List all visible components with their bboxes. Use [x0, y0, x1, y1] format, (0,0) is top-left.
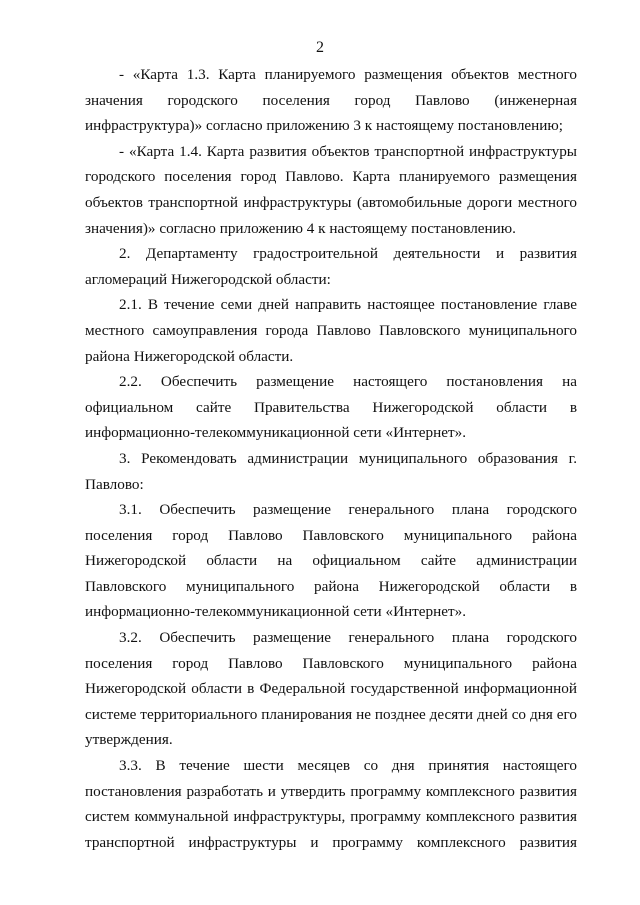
paragraph-item-3-3: 3.3. В течение шести месяцев со дня принятия настоящего постановления разработать и утвердить программу комплексного развития систем коммунальной инфраструктуры, программу комплексного развития транспортной инфраструктуры и программу комплексного развития — [85, 757, 577, 851]
paragraph-item-3: 3. Рекомендовать администрации муниципального образования г. Павлово: — [85, 449, 577, 493]
paragraph-item-3-2: 3.2. Обеспечить размещение генерального плана городского поселения город Павлово Павловского муниципального района Нижегородской области в Федеральной государственной информационной системе территориального планирования не позднее десяти дней со дня его утверждения. — [85, 629, 577, 749]
paragraph-item-2-2: 2.2. Обеспечить размещение настоящего постановления на официальном сайте Правительства Нижегородской области в информационно-телекоммуникационной сети «Интернет». — [85, 373, 577, 442]
page-number: 2 — [316, 39, 324, 56]
document-body — [85, 62, 577, 855]
paragraph-map-1-3: - «Карта 1.3. Карта планируемого размещения объектов местного значения городского поселения город Павлово (инженерная инфраструктура)» согласно приложению 3 к настоящему постановлению; — [85, 66, 577, 135]
paragraph-item-3-1: 3.1. Обеспечить размещение генерального плана городского поселения город Павлово Павловского муниципального района Нижегородской области на официальном сайте администрации Павловского муниципального района Нижегородской области в информационно-телекоммуникационной сети «Интернет». — [85, 501, 577, 621]
paragraph-item-2-1: 2.1. В течение семи дней направить настоящее постановление главе местного самоуправления города Павлово Павловского муниципального района Нижегородской области. — [85, 296, 577, 365]
paragraph-item-2: 2. Департаменту градостроительной деятельности и развития агломераций Нижегородской области: — [85, 245, 577, 288]
paragraph-map-1-4: - «Карта 1.4. Карта развития объектов транспортной инфраструктуры городского поселения город Павлово. Карта планируемого размещения объектов транспортной инфраструктуры (автомобильные дороги местного значения)» согласно приложению 4 к настоящему постановлению. — [85, 142, 577, 237]
